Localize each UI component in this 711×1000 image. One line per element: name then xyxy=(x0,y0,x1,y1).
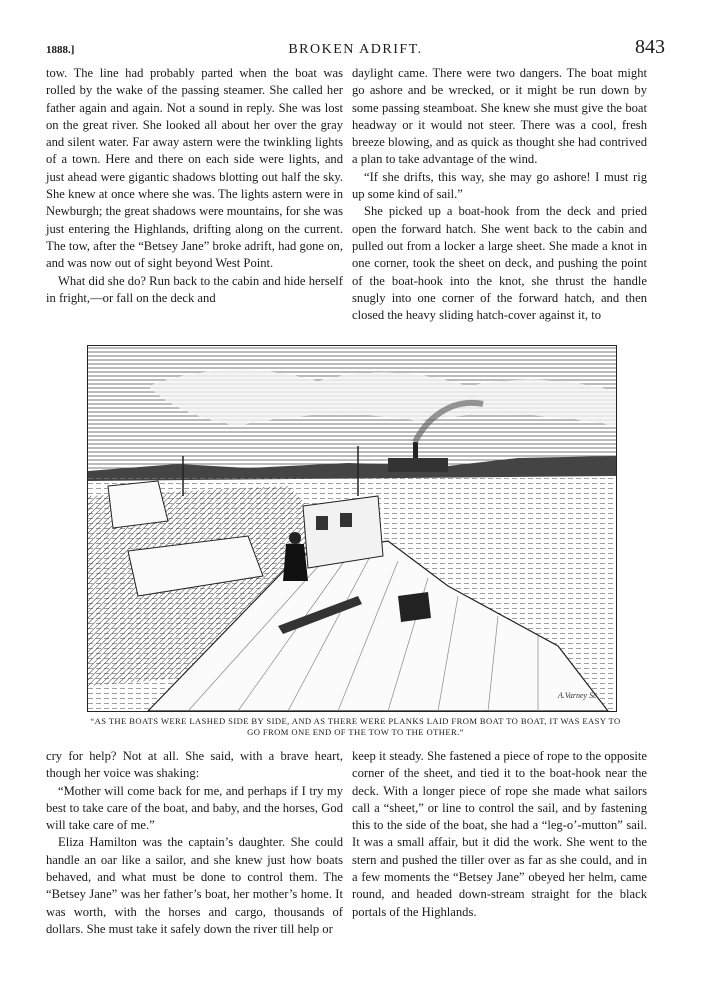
paragraph: cry for help? Not at all. She said, with a brave heart, though her voice was shaking: xyxy=(46,749,343,781)
column-bottom-left xyxy=(46,748,343,938)
figure-body xyxy=(283,544,308,581)
page-number: 843 xyxy=(635,36,665,58)
paragraph: daylight came. There were two dangers. The boat might go ashore and be wrecked, or it might be run down by some passing steamboat. She knew she must give the boat headway or it would not steer. There was a cool, fresh breeze blowing, and as quick as thought she had contrived a plan to take advantage of the wind. xyxy=(352,66,647,167)
paragraph: “Mother will come back for me, and perhaps if I try my best to take care of the boat, and baby, and the horses, God will take care of me.” xyxy=(46,783,343,833)
cabin-left xyxy=(108,481,168,528)
river-tow-engraving xyxy=(88,346,616,711)
paragraph: tow. The line had probably parted when the boat was rolled by the wake of the passing steamer. She called her father again and again. Not a sound in reply. She was lost on the great river. She looked all about her over the gray and silent water. Far away astern were the twinkling lights of a town. Here and there on each side were lights, and just ahead were gigantic shadows blotting out half the sky. She knew at once where she was. The lights astern were in Newburgh; the great shadows were mountains, for she was just entering the Highlands, drifting along on the current. The tow, after the “Betsey Jane” broke adrift, had gone on, and was now out of sight beyond West Point. xyxy=(46,66,343,271)
paragraph: keep it steady. She fastened a piece of rope to the opposite corner of the sheet, and tied it to the boat-hook near the deck. With a longer piece of rope she made what sailors call a “sheet,” or line to control the sail, and by fastening this to the side of the boat, she had a “leg-o’-mutton” sail. It was a small affair, but it did the work. She went to the stern and pushed the tiller over as far as she could, and in a few moments the “Betsey Jane” obeyed her helm, came round, and headed down-stream straight for the black portals of the Highlands. xyxy=(352,749,647,919)
paragraph: She picked up a boat-hook from the deck and pried open the forward hatch. She went back to the cabin and pulled out from a locker a large sheet. She made a knot in one corner, took the sheet on deck, and pushing the point of the boat-hook into the knot, she thrust the handle snugly into one corner of the forward hatch, and then closed the heavy sliding hatch-cover against it, to xyxy=(352,204,647,323)
deck-box xyxy=(398,592,431,622)
header-year: 1888.] xyxy=(46,44,75,56)
caption-line: “AS THE BOATS WERE LASHED SIDE BY SIDE, AND AS THERE WERE PLANKS LAID FROM BOAT TO BOAT, IT WAS EASY TO xyxy=(90,716,621,726)
distant-steamboat xyxy=(388,458,448,472)
cabin-window xyxy=(340,513,352,527)
caption-line: GO FROM ONE END OF THE TOW TO THE OTHER.” xyxy=(247,727,464,737)
paragraph: “If she drifts, this way, she may go ashore! I must rig up some kind of sail.” xyxy=(352,169,647,202)
paragraph: Eliza Hamilton was the captain’s daughter. She could handle an oar like a sailor, and she knew just how boats behaved, and what must be done to control them. The “Betsey Jane” was her father’s boat, her mother’s home. It was worth, with the horses and cargo, thousands of dollars. She must take it safely down the river till help or xyxy=(46,835,343,936)
cabin-near xyxy=(303,496,383,568)
figure-head xyxy=(289,532,301,544)
column-bottom-right xyxy=(352,748,647,921)
smokestack xyxy=(413,442,418,458)
engraver-signature: A.Varney Sc. xyxy=(558,691,599,700)
illustration-caption xyxy=(46,716,665,738)
running-title: BROKEN ADRIFT. xyxy=(288,42,423,57)
page-header xyxy=(46,38,665,64)
column-top-left xyxy=(46,65,343,307)
cabin-window xyxy=(316,516,328,530)
engraving-illustration xyxy=(87,345,617,712)
column-top-right xyxy=(352,65,647,324)
paragraph: What did she do? Run back to the cabin and hide herself in fright,—or fall on the deck and xyxy=(46,273,343,305)
